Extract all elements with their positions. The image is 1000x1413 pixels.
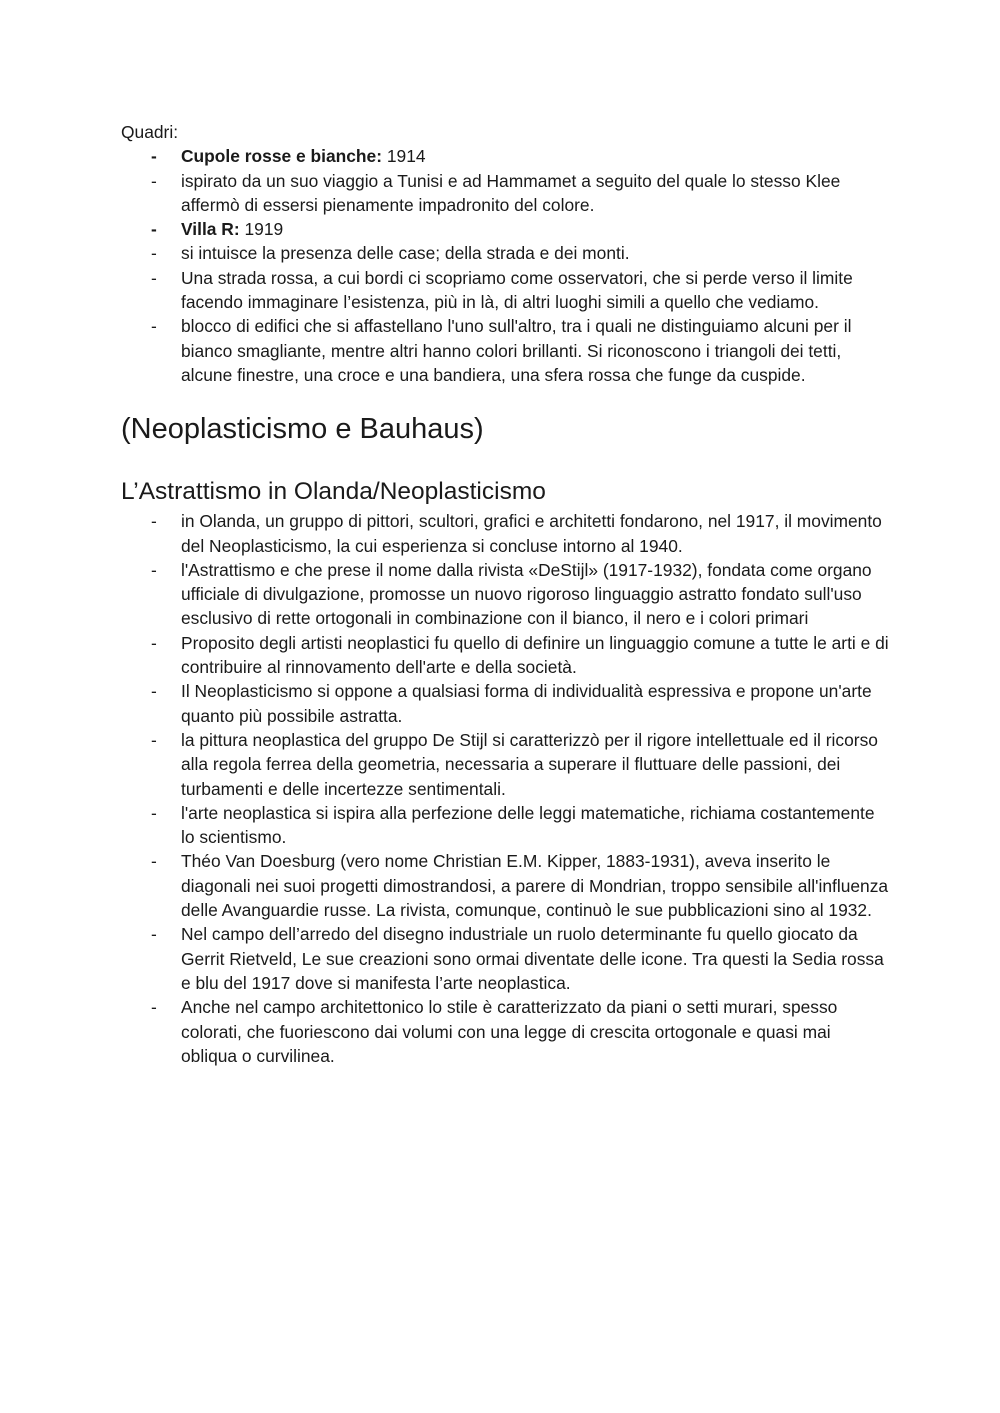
list-item (121, 314, 891, 387)
bullet-dash: - (151, 632, 157, 653)
list-item (121, 266, 891, 315)
bullet-dash: - (151, 924, 157, 945)
list-item (121, 995, 891, 1068)
list-item (121, 509, 891, 558)
list-item-text: Théo Van Doesburg (vero nome Christian E.M. Kipper, 1883-1931), aveva inserito le diagonali nei suoi progetti dimostrandosi, a parere di Mondrian, troppo sensibile all'influenza delle Avanguardie russe. La rivista, comunque, continuò le sue pubblicazioni sino al 1932. (181, 851, 889, 921)
list-item (121, 849, 891, 922)
list-item (121, 217, 891, 241)
bullet-dash: - (151, 316, 157, 337)
list-item-text: Proposito degli artisti neoplastici fu quello di definire un linguaggio comune a tutte le arti e di contribuire al rinnovamento dell'arte e della società. (181, 632, 889, 678)
list-item-text: blocco di edifici che si affastellano l'uno sull'altro, tra i quali ne distinguiamo alcuni per il bianco smagliante, mentre altri hanno colori brillanti. Si riconoscono i triangoli dei tetti, alcune finestre, una croce e una bandiera, una sfera rossa che funge da cuspide. (181, 316, 852, 385)
bullet-dash: - (151, 219, 157, 240)
list-item-text: ispirato da un suo viaggio a Tunisi e ad Hammamet a seguito del quale lo stesso Klee affermò di essersi pienamente impadronito del colore. (181, 170, 841, 215)
list-item-text: Nel campo dell’arredo del disegno industriale un ruolo determinante fu quello giocato da Gerrit Rietveld, Le sue creazioni sono ormai diventate delle icone. Tra questi la Sedia rossa e blu del 1917 dove si manifesta l’arte neoplastica. (181, 924, 884, 993)
subsection-heading: L’Astrattismo in Olanda/Neoplasticismo (121, 478, 546, 506)
list-item (121, 169, 891, 218)
list-item (121, 241, 891, 265)
list-item (121, 679, 891, 728)
list-item-text: la pittura neoplastica del gruppo De Stijl si caratterizzò per il rigore intellettuale ed il ricorso alla regola ferrea della geometria, necessaria a superare il fluttuare delle passioni, dei turbamenti e delle incertezze sentimentali. (181, 729, 878, 799)
bullet-dash: - (151, 851, 157, 872)
list-item-text: in Olanda, un gruppo di pittori, scultori, grafici e architetti fondarono, nel 1917, il movimento del Neoplasticismo, la cui esperienza si concluse intorno al 1940. (181, 511, 882, 556)
neoplasticismo-list (121, 509, 891, 1068)
bullet-dash: - (151, 802, 157, 823)
bullet-dash: - (151, 997, 157, 1018)
quadri-label: Quadri: (121, 122, 179, 142)
list-item-text: l'Astrattismo e che prese il nome dalla rivista «DeStijl» (1917-1932), fondata come organo ufficiale di divulgazione, promosse un nuovo rigoroso linguaggio astratto fondato sull'uso esclusivo di rette ortogonali in combinazione con il bianco, il nero e i colori primari (181, 559, 872, 629)
section-heading: (Neoplasticismo e Bauhaus) (121, 413, 484, 446)
list-item (121, 922, 891, 995)
painting-title: Cupole rosse e bianche: (181, 146, 383, 167)
list-item-text: Una strada rossa, a cui bordi ci scopriamo come osservatori, che si perde verso il limite facendo immaginare l’esistenza, più in là, di altri luoghi simili a quello che vediamo. (181, 267, 853, 313)
list-item (121, 558, 891, 631)
list-item (121, 144, 891, 168)
list-item (121, 801, 891, 850)
list-item-text: l'arte neoplastica si ispira alla perfezione delle leggi matematiche, richiama costantemente lo scientismo. (181, 802, 875, 848)
bullet-dash: - (151, 681, 157, 702)
list-item (121, 728, 891, 801)
bullet-dash: - (151, 170, 157, 191)
bullet-dash: - (151, 243, 157, 264)
painting-year: 1919 (239, 219, 284, 240)
list-item (121, 631, 891, 680)
bullet-dash: - (151, 146, 157, 167)
bullet-dash: - (151, 559, 157, 580)
bullet-dash: - (151, 267, 157, 288)
bullet-dash: - (151, 511, 157, 532)
painting-title: Villa R: (181, 219, 240, 240)
document-page (121, 120, 891, 1068)
bullet-dash: - (151, 729, 157, 750)
quadri-list (121, 144, 891, 387)
list-item-text: Il Neoplasticismo si oppone a qualsiasi forma di individualità espressiva e propone un'arte quanto più possibile astratta. (181, 681, 872, 726)
list-item-text: Anche nel campo architettonico lo stile è caratterizzato da piani o setti murari, spesso colorati, che fuoriescono dai volumi con una legge di crescita ortogonale e quasi mai obliqua o curvilinea. (181, 997, 838, 1066)
list-item-text: si intuisce la presenza delle case; della strada e dei monti. (181, 243, 630, 264)
painting-year: 1914 (382, 146, 426, 167)
